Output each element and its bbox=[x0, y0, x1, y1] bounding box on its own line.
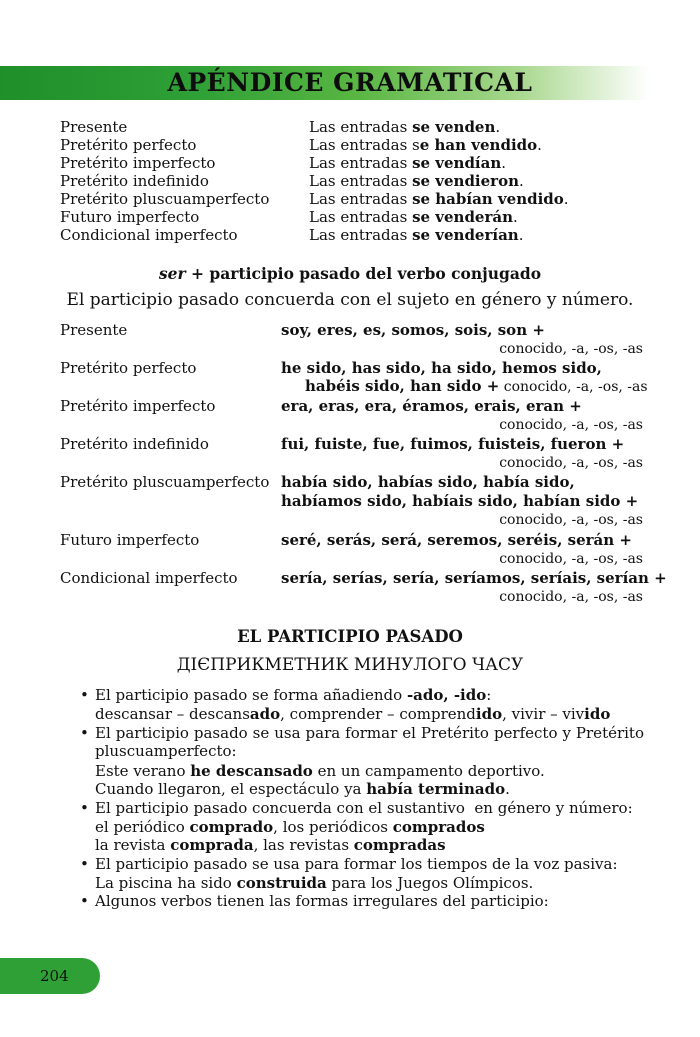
example: Las entradas se venden. bbox=[309, 118, 501, 136]
tense-label: Pretérito pluscuamperfecto bbox=[60, 473, 270, 491]
ser-note: El participio pasado concuerda con el sujeto en género y número. bbox=[66, 290, 634, 310]
list-item: Algunos verbos tienen las formas irregulares del participio: bbox=[95, 892, 549, 910]
example: La piscina ha sido construida para los Juegos Olímpicos. bbox=[95, 874, 534, 892]
example: Las entradas se venderían. bbox=[309, 226, 524, 244]
ending: conocido, -a, -os, -as bbox=[499, 551, 643, 567]
tense-label: Condicional imperfecto bbox=[60, 226, 238, 244]
list-item: El participio pasado se usa para formar el Pretérito perfecto y Pretérito bbox=[95, 724, 644, 742]
forms: he sido, has sido, ha sido, hemos sido, bbox=[281, 359, 602, 377]
ending: conocido, -a, -os, -as bbox=[499, 417, 643, 433]
bullet-icon: • bbox=[80, 892, 89, 910]
tense-label: Pretérito perfecto bbox=[60, 359, 197, 377]
forms: seré, serás, será, seremos, seréis, serán + bbox=[281, 531, 632, 549]
bullet-icon: • bbox=[80, 724, 89, 742]
tense-label: Pretérito perfecto bbox=[60, 136, 197, 154]
tense-label: Futuro imperfecto bbox=[60, 531, 200, 549]
ending: conocido, -a, -os, -as bbox=[499, 589, 643, 605]
bullet-icon: • bbox=[80, 799, 89, 817]
example: Las entradas se vendieron. bbox=[309, 172, 524, 190]
forms: fui, fuiste, fue, fuimos, fuisteis, fueron + bbox=[281, 435, 625, 453]
tense-label: Presente bbox=[60, 118, 128, 136]
tense-label: Condicional imperfecto bbox=[60, 569, 238, 587]
list-item: El participio pasado concuerda con el sustantivo en género y número: bbox=[95, 799, 633, 817]
tense-label: Pretérito indefinido bbox=[60, 172, 209, 190]
tense-label: Pretérito indefinido bbox=[60, 435, 209, 453]
ending: conocido, -a, -os, -as bbox=[499, 512, 643, 528]
example: Las entradas se han vendido. bbox=[309, 136, 542, 154]
example: la revista comprada, las revistas compradas bbox=[95, 836, 446, 854]
forms: había sido, habías sido, había sido, bbox=[281, 473, 575, 491]
ending: conocido, -a, -os, -as bbox=[499, 455, 643, 471]
list-item: El participio pasado se forma añadiendo -ado, -ido: bbox=[95, 686, 492, 704]
example: Las entradas se vendían. bbox=[309, 154, 507, 172]
tense-label: Pretérito pluscuamperfecto bbox=[60, 190, 270, 208]
page-title: APÉNDICE GRAMATICAL bbox=[167, 68, 533, 97]
forms: habéis sido, han sido + conocido, -a, -os, -as bbox=[305, 377, 648, 395]
forms: era, eras, era, éramos, erais, eran + bbox=[281, 397, 582, 415]
ending: conocido, -a, -os, -as bbox=[499, 341, 643, 357]
forms: sería, serías, sería, seríamos, seríais, serían + bbox=[281, 569, 667, 587]
tense-label: Pretérito imperfecto bbox=[60, 397, 216, 415]
page-number: 204 bbox=[40, 967, 69, 985]
list-item: El participio pasado se usa para formar los tiempos de la voz pasiva: bbox=[95, 855, 618, 873]
list-item: pluscuamperfecto: bbox=[95, 742, 237, 760]
example: Cuando llegaron, el espectáculo ya había terminado. bbox=[95, 780, 510, 798]
bullet-icon: • bbox=[80, 686, 89, 704]
section-subheading-ukrainian: ДІЄПРИКМЕТНИК МИНУЛОГО ЧАСУ bbox=[176, 655, 524, 675]
example: Este verano he descansado en un campamento deportivo. bbox=[95, 762, 545, 780]
example: descansar – descansado, comprender – comprendido, vivir – vivido bbox=[95, 705, 611, 723]
example: el periódico comprado, los periódicos comprados bbox=[95, 818, 485, 836]
section-heading-ser: ser + participio pasado del verbo conjugado bbox=[158, 264, 542, 283]
tense-label: Pretérito imperfecto bbox=[60, 154, 216, 172]
forms: soy, eres, es, somos, sois, son + bbox=[281, 321, 545, 339]
example: Las entradas se venderán. bbox=[309, 208, 518, 226]
tense-label: Presente bbox=[60, 321, 128, 339]
forms: habíamos sido, habíais sido, habían sido + bbox=[281, 492, 639, 510]
bullet-icon: • bbox=[80, 855, 89, 873]
section-heading-participio: EL PARTICIPIO PASADO bbox=[237, 627, 463, 646]
example: Las entradas se habían vendido. bbox=[309, 190, 569, 208]
tense-label: Futuro imperfecto bbox=[60, 208, 200, 226]
